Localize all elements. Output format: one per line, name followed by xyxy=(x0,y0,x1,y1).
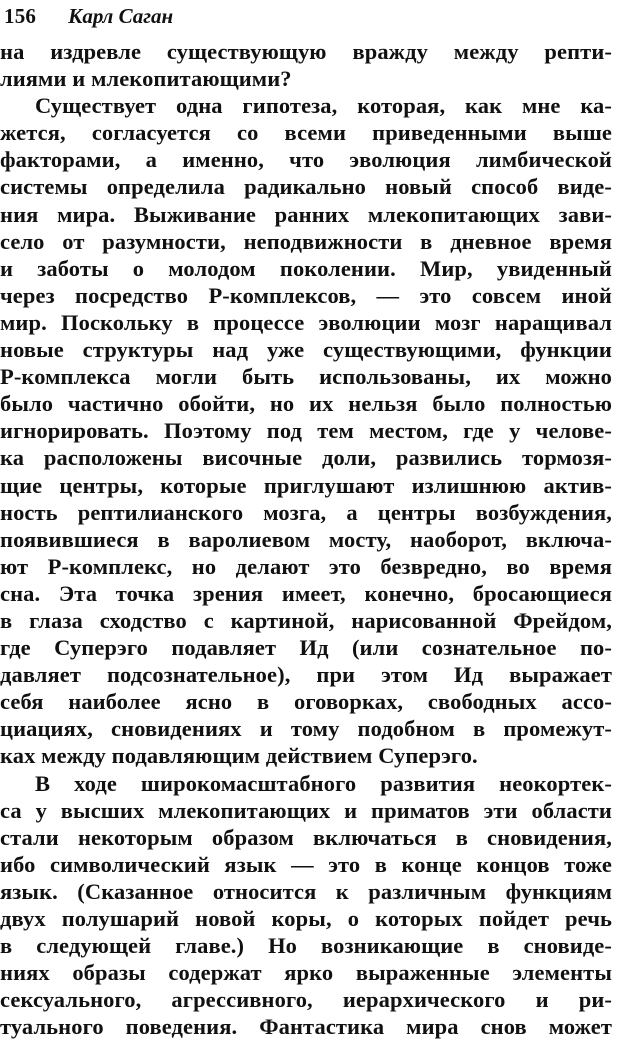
text-line: игнорировать. Поэтому под тем местом, где у челове- xyxy=(0,418,612,444)
body-text xyxy=(0,38,612,1040)
text-line: лиями и млекопитающими? xyxy=(0,66,292,92)
text-line: ибо символический язык — это в конце концов тоже xyxy=(0,851,612,877)
text-line: было частично обойти, но их нельзя было полностью xyxy=(0,391,612,417)
text-line: сексуального, агрессивного, иерархического и ри- xyxy=(0,987,612,1013)
text-line: Существует одна гипотеза, которая, как мне ка- xyxy=(35,93,612,119)
running-head-author: Карл Саган xyxy=(68,4,174,28)
text-line: ния мира. Выживание ранних млекопитающих зави- xyxy=(0,201,612,227)
paragraph xyxy=(0,92,612,769)
text-line: ность рептилианского мозга, а центры возбуждения, xyxy=(0,499,612,525)
paragraph xyxy=(0,38,612,92)
text-line: ка расположены височные доли, развились тормозя- xyxy=(0,445,612,471)
text-line: давляет подсознательное), при этом Ид выражает xyxy=(0,662,612,688)
text-line: новые структуры над уже существующими, функции xyxy=(0,337,612,363)
text-line: село от разумности, неподвижности в дневное время xyxy=(0,228,612,254)
text-line: са у высших млекопитающих и приматов эти области xyxy=(0,797,612,823)
text-line: двух полушарий новой коры, о которых пойдет речь xyxy=(0,906,612,931)
text-line: В ходе широкомасштабного развития неокортек- xyxy=(35,770,612,796)
text-line: язык. (Сказанное относится к различным функциям xyxy=(0,878,612,904)
text-line: ниях образы содержат ярко выраженные элементы xyxy=(0,960,612,986)
text-line: системы определила радикально новый способ виде- xyxy=(0,174,612,200)
text-line: через посредство Р-комплексов, — это совсем иной xyxy=(0,282,612,308)
running-head xyxy=(4,4,604,34)
text-line: факторами, а именно, что эволюция лимбической xyxy=(0,147,612,173)
text-line: стали некоторым образом включаться в сновидения, xyxy=(0,824,612,850)
text-line: Р-комплекса могли быть использованы, их можно xyxy=(0,364,612,390)
text-line: в следующей главе.) Но возникающие в сновиде- xyxy=(0,933,612,959)
text-line: циациях, сновидениях и тому подобном в промежут- xyxy=(0,716,612,742)
text-line: щие центры, которые приглушают излишнюю актив- xyxy=(0,472,612,498)
text-line: появившиеся в варолиевом мосту, наоборот, включа- xyxy=(0,526,612,552)
text-line: туального поведения. Фантастика мира снов может xyxy=(0,1014,612,1040)
text-line: себя наиболее ясно в оговорках, свободных ассо- xyxy=(0,689,612,715)
text-line: мир. Поскольку в процессе эволюции мозг наращивал xyxy=(0,309,612,335)
text-line: в глаза сходство с картиной, нарисованной Фрейдом, xyxy=(0,607,612,633)
text-line: где Суперэго подавляет Ид (или сознательное по- xyxy=(0,635,612,661)
text-line: жется, согласуется со всеми приведенными выше xyxy=(0,120,612,146)
paragraph xyxy=(0,770,612,1040)
page-number: 156 xyxy=(4,4,37,28)
text-line: ют Р-комплекс, но делают это безвредно, во время xyxy=(0,553,612,579)
text-line: и заботы о молодом поколении. Мир, увиденный xyxy=(0,255,612,281)
text-line: ках между подавляющим действием Суперэго. xyxy=(0,743,478,769)
text-line: сна. Эта точка зрения имеет, конечно, бросающиеся xyxy=(0,580,612,606)
text-line: на издревле существующую вражду между репти- xyxy=(0,39,612,64)
